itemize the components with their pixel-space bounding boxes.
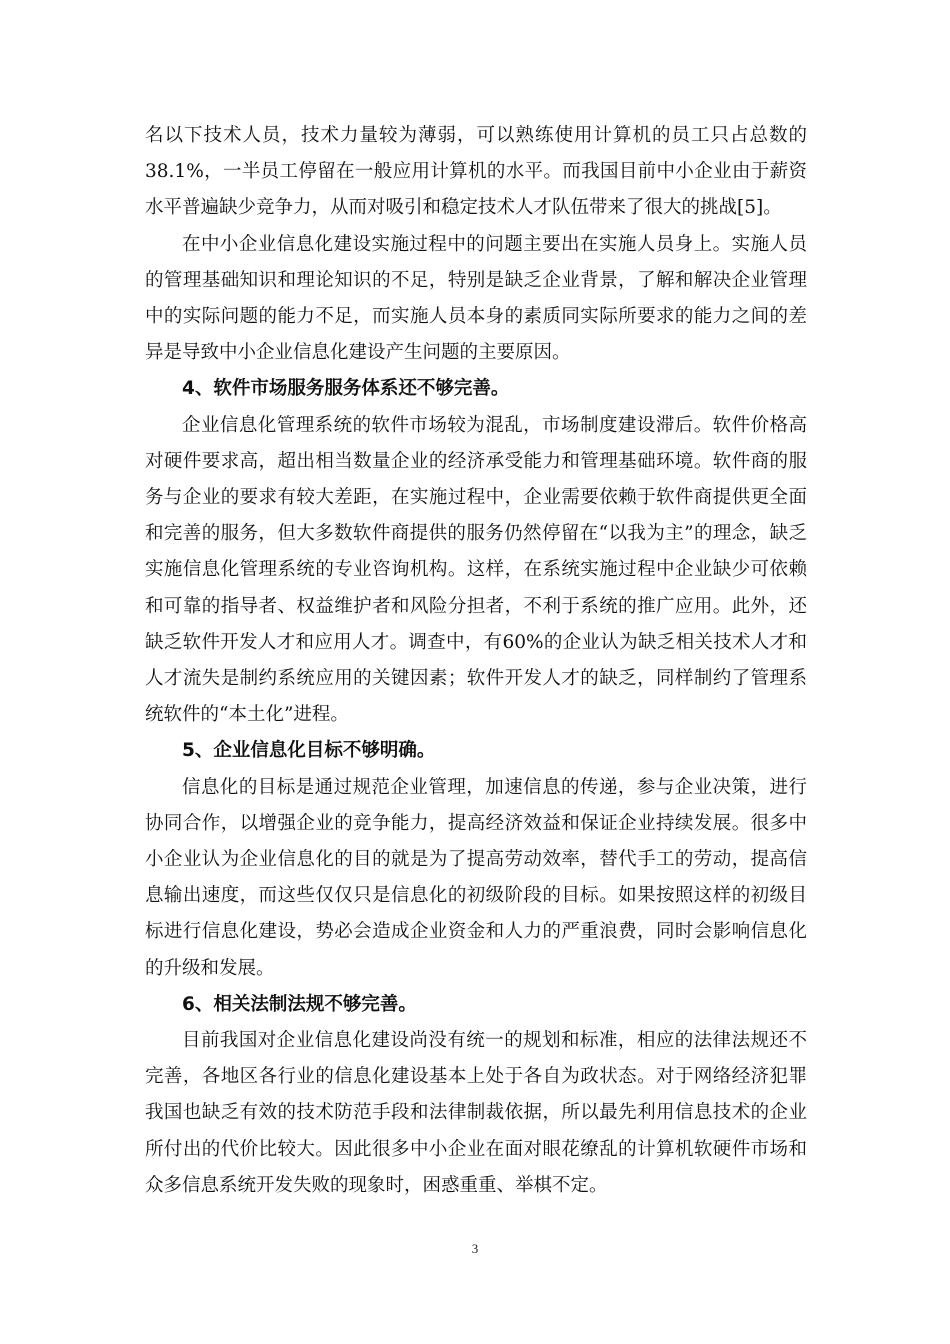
page-number: 3 <box>471 1241 479 1256</box>
document-page <box>145 118 807 1204</box>
heading-goals: 5、企业信息化目标不够明确。 <box>182 740 436 762</box>
paragraph-regulations: 目前我国对企业信息化建设尚没有统一的规划和标准，相应的法律法规还不完善，各地区各行业的信息化建设基本上处于各自为政状态。对于网络经济犯罪我国也缺乏有效的技术防范手段和法律制裁依据，所以最先利用信息技术的企业所付出的代价比较大。因此很多中小企业在面对眼花缭乱的计算机软硬件市场和众多信息系统开发失败的现象时，困惑重重、举棋不定。 <box>145 1030 807 1196</box>
paragraph-continued: 名以下技术人员，技术力量较为薄弱，可以熟练使用计算机的员工只占总数的38.1%，一半员工停留在一般应用计算机的水平。而我国目前中小企业由于薪资水平普遍缺少竞争力，从而对吸引和稳定技术人才队伍带来了很大的挑战[5]。 <box>145 125 807 219</box>
paragraph-software-market: 企业信息化管理系统的软件市场较为混乱，市场制度建设滞后。软件价格高对硬件要求高，超出相当数量企业的经济承受能力和管理基础环境。软件商的服务与企业的要求有较大差距，在实施过程中，企业需要依赖于软件商提供更全面和完善的服务，但大多数软件商提供的服务仍然停留在“以我为主”的理念，缺乏实施信息化管理系统的专业咨询机构。这样，在系统实施过程中企业缺少可依赖和可靠的指导者、权益维护者和风险分担者，不利于系统的推广应用。此外，还缺乏软件开发人才和应用人才。调查中，有60%的企业认为缺乏相关技术人才和人才流失是制约系统应用的关键因素；软件开发人才的缺乏，同样制约了管理系统软件的“本土化”进程。 <box>145 414 807 726</box>
paragraph-implementation-staff: 在中小企业信息化建设实施过程中的问题主要出在实施人员身上。实施人员的管理基础知识和理论知识的不足，特别是缺乏企业背景，了解和解决企业管理中的实际问题的能力不足，而实施人员本身的素质同实际所要求的能力之间的差异是导致中小企业信息化建设产生问题的主要原因。 <box>145 233 807 364</box>
heading-software-market: 4、软件市场服务服务体系还不够完善。 <box>182 378 510 400</box>
heading-regulations: 6、相关法制法规不够完善。 <box>182 993 417 1015</box>
paragraph-goals: 信息化的目标是通过规范企业管理，加速信息的传递，参与企业决策，进行协同合作，以增强企业的竞争能力，提高经济效益和保证企业持续发展。很多中小企业认为企业信息化的目的就是为了提高劳动效率，替代手工的劳动，提高信息输出速度，而这些仅仅只是信息化的初级阶段的目标。如果按照这样的初级目标进行信息化建设，势必会造成企业资金和人力的严重浪费，同时会影响信息化的升级和发展。 <box>145 776 807 979</box>
